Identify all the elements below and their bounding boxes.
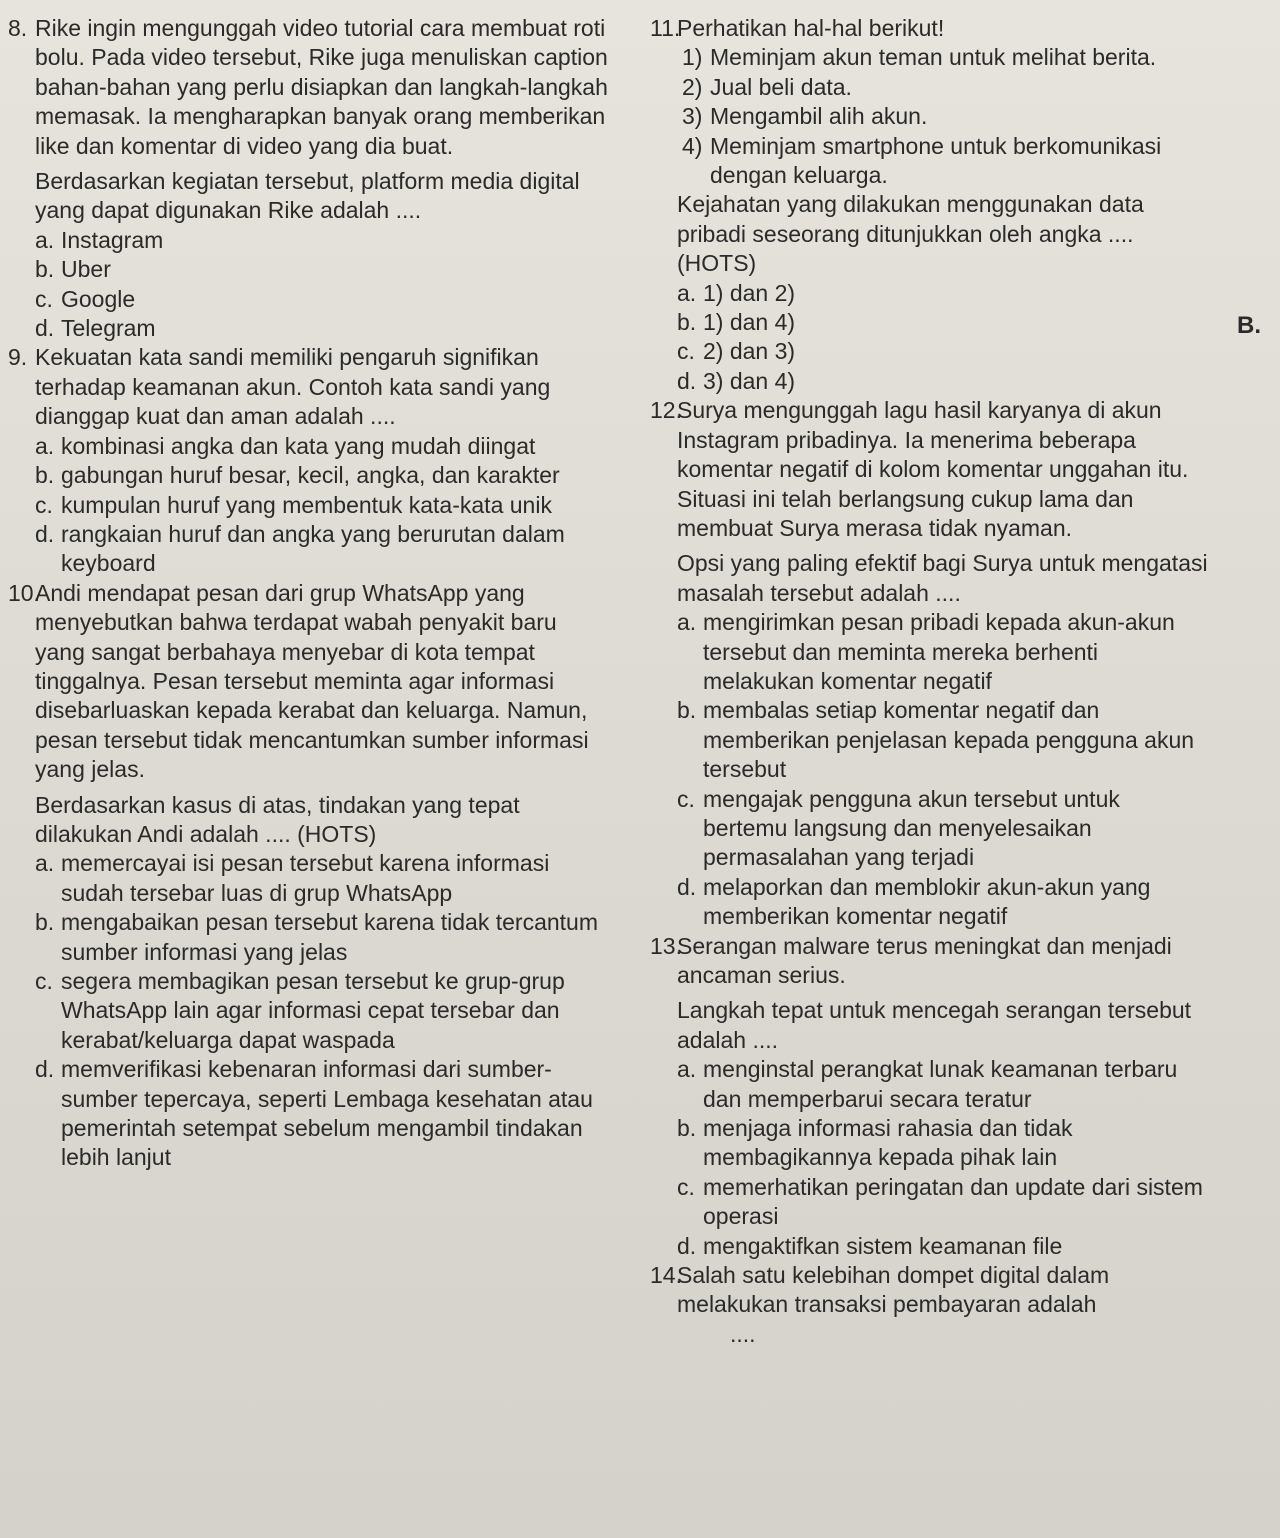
question-11	[650, 14, 1210, 396]
option-a[interactable]: a. menginstal perangkat lunak keamanan terbaru dan memperbarui secara teratur	[677, 1056, 1178, 1112]
option-a[interactable]: a. 1) dan 2)	[677, 279, 796, 306]
option-c[interactable]: c. kumpulan huruf yang membentuk kata-kata unik	[35, 491, 552, 518]
list-item: 2) Jual beli data.	[682, 73, 852, 100]
option-d[interactable]: d. Telegram	[35, 315, 156, 342]
list-item: 3) Mengambil alih akun.	[682, 103, 928, 130]
option-a[interactable]: a. kombinasi angka dan kata yang mudah diingat	[35, 432, 536, 459]
option-d[interactable]: d. memverifikasi kebenaran informasi dari sumber-sumber tepercaya, seperti Lembaga kesehatan atau pemerintah setempat sebelum mengambil tindakan lebih lanjut	[35, 1056, 593, 1171]
option-a[interactable]: a. Instagram	[35, 226, 164, 253]
question-prompt: Langkah tepat untuk mencegah serangan tersebut adalah ....	[677, 997, 1192, 1053]
question-stem: Andi mendapat pesan dari grup WhatsApp yang menyebutkan bahwa terdapat wabah penyakit baru yang sangat berbahaya menyebar di kota tempat tinggalnya. Pesan tersebut meminta agar informasi disebarluaskan kepada kerabat dan keluarga. Namun, pesan tersebut tidak mencantumkan sumber informasi yang jelas.	[35, 579, 589, 783]
option-c[interactable]: c. memerhatikan peringatan dan update dari sistem operasi	[677, 1173, 1203, 1230]
question-number: 11.	[650, 15, 681, 41]
question-number: 12.	[650, 397, 682, 424]
left-column	[8, 14, 608, 1173]
question-stem: Kekuatan kata sandi memiliki pengaruh signifikan terhadap keamanan akun. Contoh kata sandi yang dianggap kuat dan aman adalah ....	[35, 344, 551, 430]
question-14	[650, 1261, 1210, 1349]
question-number: 8.	[8, 15, 28, 41]
option-d[interactable]: d. 3) dan 4)	[677, 367, 796, 394]
option-a[interactable]: a. memercayai isi pesan tersebut karena informasi sudah tersebar luas di grup WhatsApp	[35, 850, 550, 906]
option-c[interactable]: c. 2) dan 3)	[677, 338, 796, 365]
option-a[interactable]: a. mengirimkan pesan pribadi kepada akun-akun tersebut dan meminta mereka berhenti melakukan komentar negatif	[677, 609, 1175, 694]
question-number: 9.	[8, 344, 28, 371]
list-item: 4) Meminjam smartphone untuk berkomunikasi dengan keluarga.	[682, 132, 1162, 189]
answer-blank: ....	[730, 1320, 756, 1347]
right-column	[650, 14, 1210, 1349]
option-b[interactable]: b. membalas setiap komentar negatif dan memberikan penjelasan kepada pengguna akun tersebut	[677, 697, 1195, 783]
question-8	[8, 14, 608, 343]
option-b[interactable]: b. mengabaikan pesan tersebut karena tidak tercantum sumber informasi yang jelas	[35, 909, 598, 965]
option-c[interactable]: c. mengajak pengguna akun tersebut untuk bertemu langsung dan menyelesaikan permasalahan yang terjadi	[677, 785, 1120, 871]
option-b[interactable]: b. gabungan huruf besar, kecil, angka, dan karakter	[35, 462, 560, 489]
question-prompt: Berdasarkan kasus di atas, tindakan yang tepat dilakukan Andi adalah .... (HOTS)	[35, 791, 520, 847]
question-12	[650, 396, 1210, 931]
option-b[interactable]: b. menjaga informasi rahasia dan tidak membagikannya kepada pihak lain	[677, 1115, 1073, 1171]
question-stem: Surya mengunggah lagu hasil karyanya di akun Instagram pribadinya. Ia menerima beberapa komentar negatif di kolom komentar unggahan itu. Situasi ini telah berlangsung cukup lama dan membuat Surya merasa tidak nyaman.	[677, 397, 1189, 541]
side-section-marker: B.	[1237, 312, 1261, 339]
option-b[interactable]: b. 1) dan 4)	[677, 309, 796, 336]
question-number: 13.	[650, 932, 682, 959]
question-prompt: Kejahatan yang dilakukan menggunakan data pribadi seseorang ditunjukkan oleh angka .... (HOTS)	[677, 191, 1144, 277]
question-stem: Rike ingin mengunggah video tutorial cara membuat roti bolu. Pada video tersebut, Rike juga menuliskan caption bahan-bahan yang perlu disiapkan dan langkah-langkah memasak. Ia mengharapkan banyak orang memberikan like dan komentar di video yang dia buat.	[35, 15, 608, 159]
option-c[interactable]: c. Google	[35, 285, 136, 312]
option-d[interactable]: d. rangkaian huruf dan angka yang berurutan dalam keyboard	[35, 520, 565, 577]
question-number: 14.	[650, 1262, 682, 1289]
question-number: 10.	[8, 579, 40, 606]
question-stem: Salah satu kelebihan dompet digital dalam melakukan transaksi pembayaran adalah	[677, 1262, 1110, 1318]
option-d[interactable]: d. melaporkan dan memblokir akun-akun yang memberikan komentar negatif	[677, 873, 1151, 930]
option-c[interactable]: c. segera membagikan pesan tersebut ke grup-grup WhatsApp lain agar informasi cepat tersebar dan kerabat/keluarga dapat waspada	[35, 968, 565, 1053]
question-9	[8, 343, 608, 578]
question-13	[650, 932, 1210, 1261]
question-10	[8, 579, 608, 1173]
option-d[interactable]: d. mengaktifkan sistem keamanan file	[677, 1232, 1063, 1259]
question-prompt: Berdasarkan kegiatan tersebut, platform media digital yang dapat digunakan Rike adalah ....	[35, 168, 580, 224]
question-stem: Serangan malware terus meningkat dan menjadi ancaman serius.	[677, 932, 1172, 988]
option-b[interactable]: b. Uber	[35, 256, 111, 283]
question-stem: Perhatikan hal-hal berikut!	[677, 15, 945, 41]
question-prompt: Opsi yang paling efektif bagi Surya untuk mengatasi masalah tersebut adalah ....	[677, 550, 1208, 606]
list-item: 1) Meminjam akun teman untuk melihat berita.	[682, 44, 1157, 71]
